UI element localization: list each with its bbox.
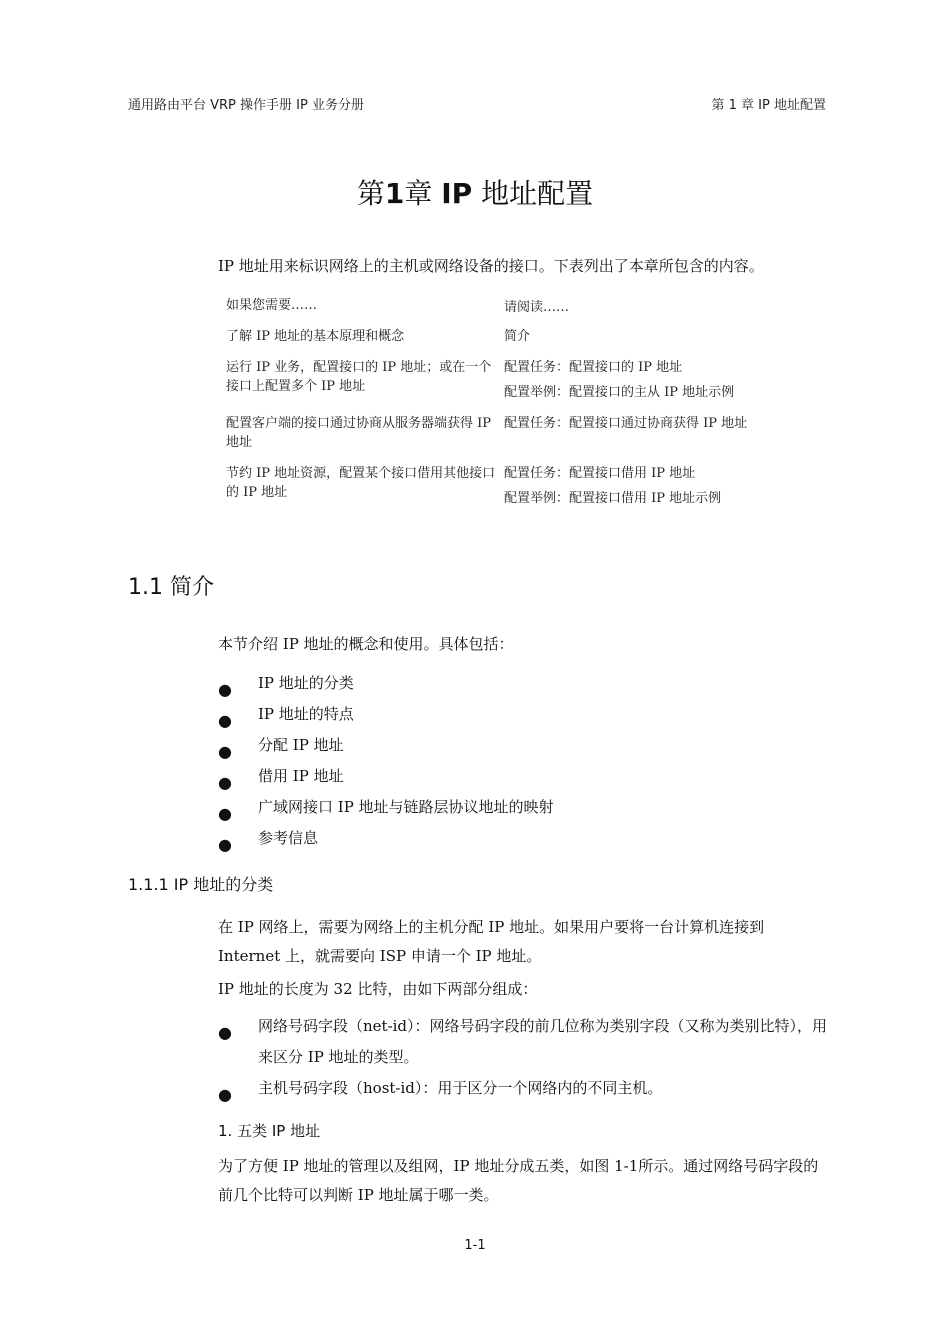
guide-need: 节约 IP 地址资源，配置某个接口借用其他接口的 IP 地址 [226, 466, 496, 500]
paragraph: 在 IP 网络上，需要为网络上的主机分配 IP 地址。如果用户要将一台计算机连接到 Internet 上，就需要向 ISP 申请一个 IP 地址。 [218, 918, 765, 965]
guide-col2-head: 请阅读…… [504, 300, 570, 315]
guide-row [226, 464, 826, 508]
chapter-ip: IP [441, 177, 473, 210]
chapter-suffix: 章 [404, 177, 442, 210]
reading-guide-table [226, 296, 826, 508]
list-item: ● 广域网接口 IP 地址与链路层协议地址的映射 [218, 792, 554, 823]
paragraph: 为了方便 IP 地址的管理以及组网，IP 地址分成五类，如图 1-1所示。通过网络号码字段的前几个比特可以判断 IP 地址属于哪一类。 [218, 1157, 819, 1204]
chapter-title-text: 地址配置 [472, 177, 594, 210]
section-title: 1.1 简介 [128, 575, 214, 600]
list-item: ● IP 地址的特点 [218, 699, 554, 730]
chapter-prefix: 第 [356, 177, 385, 210]
guide-read-link[interactable]: 配置举例：配置接口的主从 IP 地址示例 [504, 385, 735, 400]
bullet-icon: ● [218, 773, 232, 792]
guide-row [226, 414, 826, 452]
bullet-icon: ● [218, 804, 232, 823]
bullet-icon: ● [218, 680, 232, 699]
chapter-title [0, 172, 950, 212]
subheading: 1. 五类 IP 地址 [218, 1122, 321, 1140]
chapter-intro: IP 地址用来标识网络上的主机或网络设备的接口。下表列出了本章所包含的内容。 [218, 257, 764, 275]
list-item: ● 参考信息 [218, 823, 554, 854]
list-item: ● 借用 IP 地址 [218, 761, 554, 792]
guide-read-link[interactable]: 配置举例：配置接口借用 IP 地址示例 [504, 491, 722, 506]
guide-row [226, 358, 826, 402]
list-item: ● 网络号码字段（net-id）：网络号码字段的前几位称为类别字段（又称为类别比特），用来区分 IP 地址的类型。 [218, 1017, 828, 1066]
section-bullet-list [218, 668, 554, 854]
running-header-right: 第 1 章 IP 地址配置 [711, 98, 826, 113]
guide-read-link[interactable]: 配置任务：配置接口的 IP 地址 [504, 360, 683, 375]
running-header-left: 通用路由平台 VRP 操作手册 IP 业务分册 [128, 98, 364, 113]
bullet-icon: ● [218, 711, 232, 730]
bullet-icon: ● [218, 835, 232, 854]
guide-col1-head: 如果您需要…… [226, 298, 318, 313]
guide-need: 配置客户端的接口通过协商从服务器端获得 IP 地址 [226, 416, 492, 450]
bullet-icon: ● [218, 742, 232, 761]
list-item: ● 主机号码字段（host-id）：用于区分一个网络内的不同主机。 [218, 1073, 828, 1104]
guide-read-link[interactable]: 配置任务：配置接口借用 IP 地址 [504, 466, 696, 481]
guide-read-link[interactable]: 配置任务：配置接口通过协商获得 IP 地址 [504, 416, 748, 431]
paragraph: IP 地址的长度为 32 比特，由如下两部分组成： [218, 980, 538, 998]
bullet-icon: ● [218, 1023, 232, 1042]
section-intro: 本节介绍 IP 地址的概念和使用。具体包括： [218, 635, 514, 653]
guide-need: 了解 IP 地址的基本原理和概念 [226, 329, 405, 344]
guide-row [226, 327, 826, 346]
subsection-title: 1.1.1 IP 地址的分类 [128, 875, 274, 894]
chapter-number: 1 [384, 177, 405, 210]
list-item: ● IP 地址的分类 [218, 668, 554, 699]
guide-need: 运行 IP 业务，配置接口的 IP 地址；或在一个接口上配置多个 IP 地址 [226, 360, 492, 394]
guide-read-link[interactable]: 简介 [504, 329, 531, 344]
list-item: ● 分配 IP 地址 [218, 730, 554, 761]
guide-header-row [226, 296, 826, 315]
bullet-icon: ● [218, 1085, 232, 1104]
page-number: 1-1 [464, 1238, 486, 1253]
